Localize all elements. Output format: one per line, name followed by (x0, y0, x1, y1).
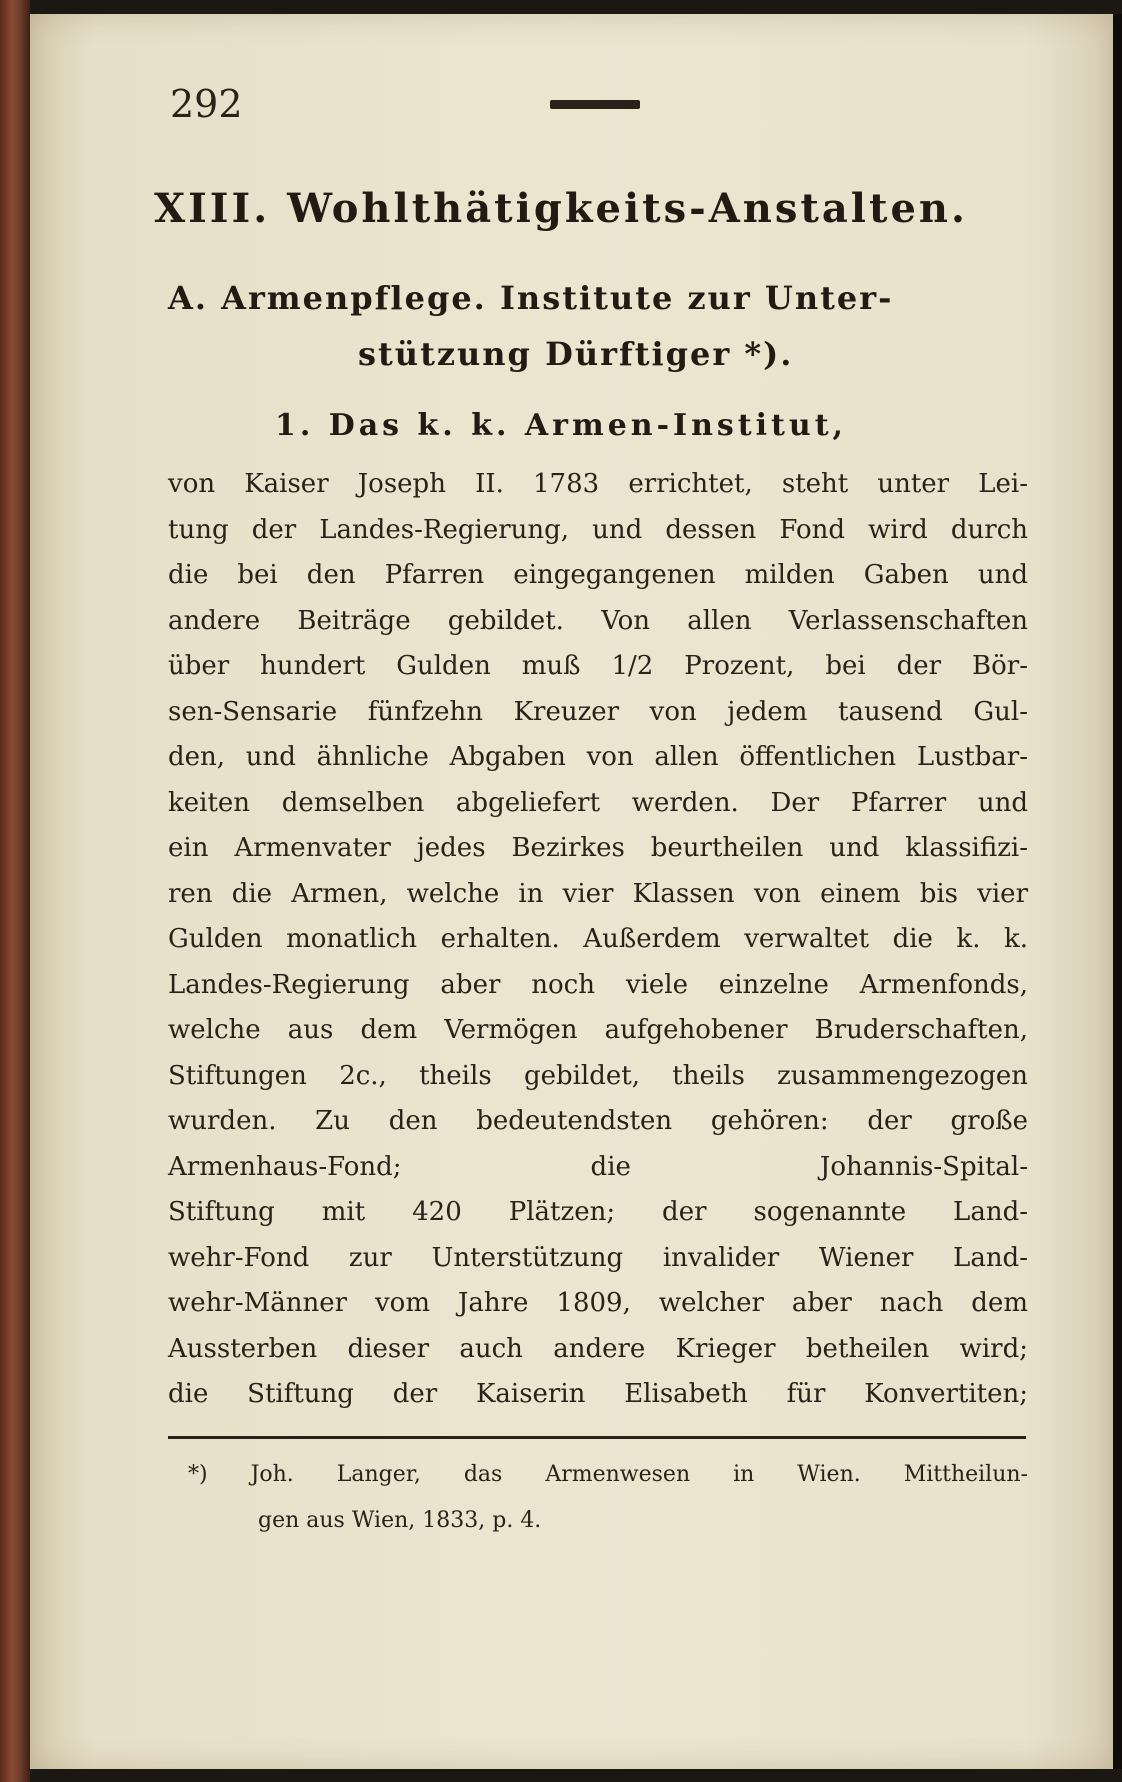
book-binding (0, 0, 30, 1782)
body-line: ren die Armen, welche in vier Klassen von einem bis vier (168, 878, 1028, 909)
footnote (188, 1452, 1028, 1544)
body-line: Stiftung mit 420 Plätzen; der sogenannte Land- (168, 1197, 1028, 1227)
body-line: tung der Landes-Regierung, und dessen Fond wird durch (168, 514, 1028, 545)
body-line: wurden. Zu den bedeutendsten gehören: der große (168, 1106, 1028, 1136)
body-line: keiten demselben abgeliefert werden. Der Pfarrer und (168, 787, 1028, 818)
body-line: Landes-Regierung aber noch viele einzelne Armenfonds, (168, 969, 1028, 1000)
body-line: welche aus dem Vermögen aufgehobener Bruderschaften, (168, 1015, 1028, 1045)
body-line: Stiftungen 2c., theils gebildet, theils zusammengezogen (168, 1060, 1028, 1091)
footnote-rule (168, 1436, 1026, 1439)
body-line: sen-Sensarie fünfzehn Kreuzer von jedem tausend Gul- (168, 696, 1028, 727)
subheading-line-1: A. Armenpflege. Institute zur Unter- (168, 279, 894, 317)
body-line: die bei den Pfarren eingegangenen milden Gaben und (168, 560, 1028, 590)
body-line: ein Armenvater jedes Bezirkes beurtheilen und klassifizi- (168, 833, 1028, 863)
body-line: die Stiftung der Kaiserin Elisabeth für Konvertiten; (168, 1379, 1028, 1409)
page-number: 292 (170, 82, 243, 126)
chapter-heading: XIII. Wohlthätigkeits-Anstalten. (154, 185, 968, 232)
header-rule-ornament (550, 100, 640, 109)
body-line: Aussterben dieser auch andere Krieger betheilen wird; (168, 1333, 1028, 1364)
footnote-line-1: *) Joh. Langer, das Armenwesen in Wien. Mittheilun- (188, 1462, 1028, 1487)
body-line: über hundert Gulden muß 1/2 Prozent, bei der Bör- (168, 651, 1028, 681)
body-line: Armenhaus-Fond; die Johannis-Spital- (168, 1151, 1028, 1182)
body-line: wehr-Fond zur Unterstützung invalider Wiener Land- (168, 1242, 1028, 1273)
body-line: von Kaiser Joseph II. 1783 errichtet, steht unter Lei- (168, 469, 1028, 499)
page-edge-shadow (1113, 14, 1122, 1769)
section-subheading (168, 270, 1018, 382)
section-title: 1. Das k. k. Armen-Institut, (274, 408, 848, 443)
page-header (170, 82, 1000, 132)
body-line: wehr-Männer vom Jahre 1809, welcher aber nach dem (168, 1288, 1028, 1318)
subheading-line-2: stützung Dürftiger *). (358, 335, 794, 373)
body-line: den, und ähnliche Abgaben von allen öffentlichen Lustbar- (168, 742, 1028, 772)
body-text (168, 462, 1028, 1418)
body-line: andere Beiträge gebildet. Von allen Verlassenschaften (168, 605, 1028, 636)
footnote-line-2: gen aus Wien, 1833, p. 4. (258, 1508, 542, 1533)
body-line: Gulden monatlich erhalten. Außerdem verwaltet die k. k. (168, 924, 1028, 954)
